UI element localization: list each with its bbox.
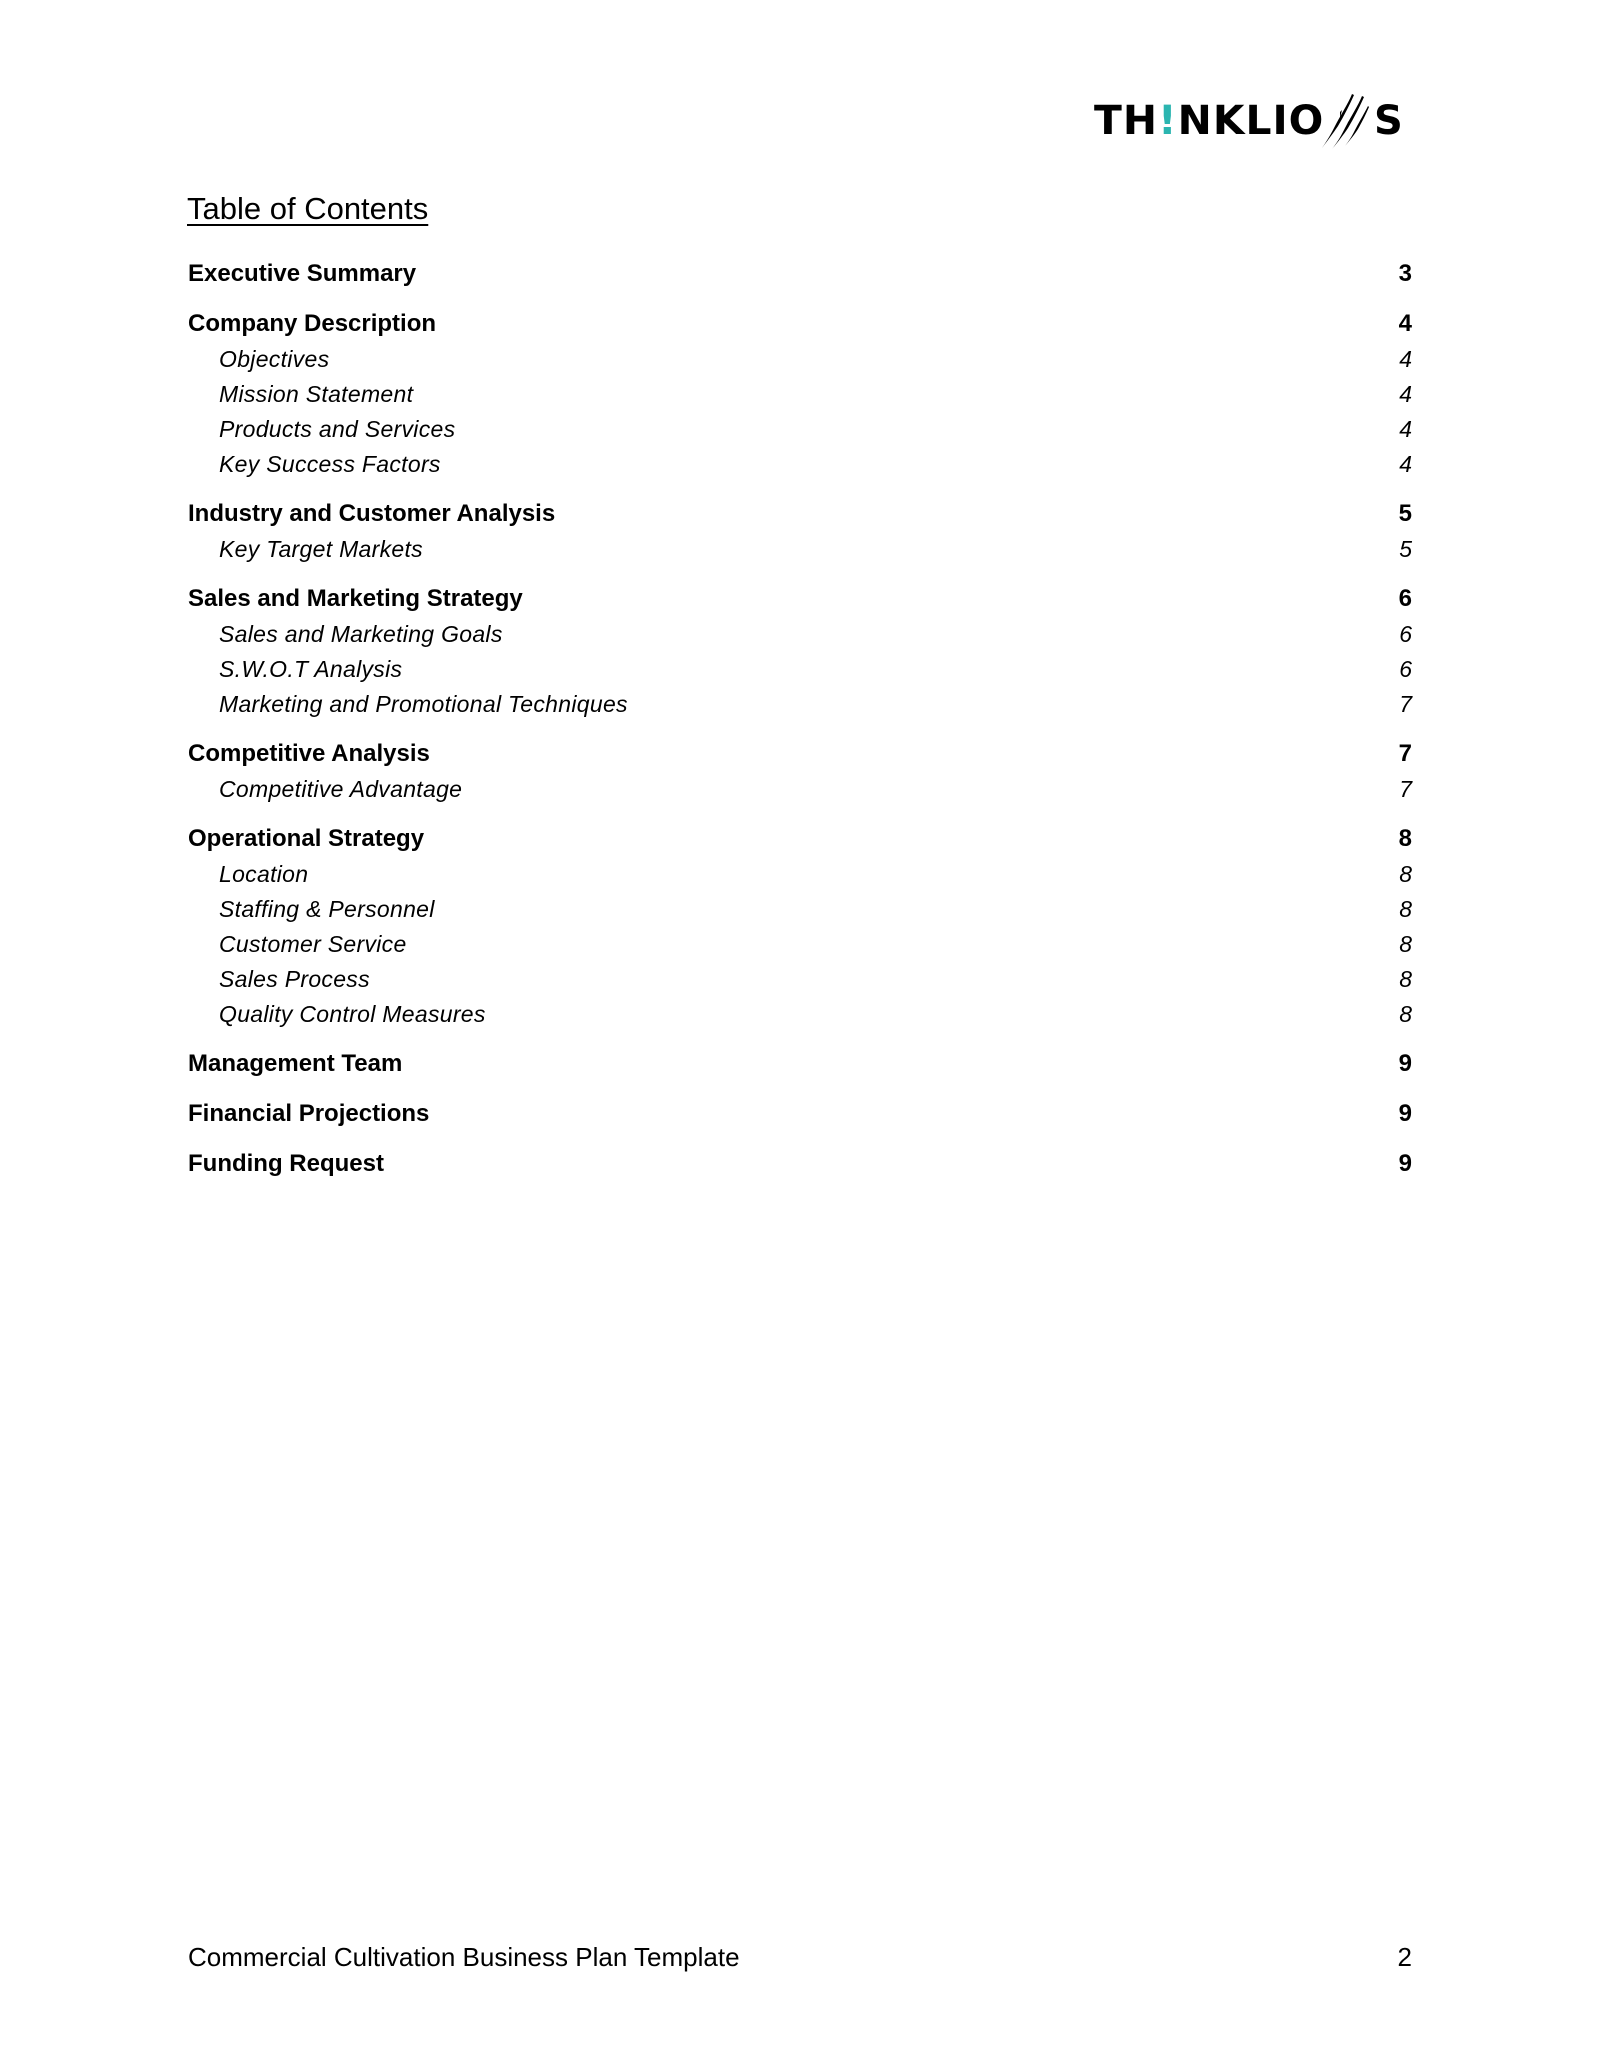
toc-entry[interactable] [188,824,1412,854]
toc-entry-page[interactable]: 5 [1399,536,1412,562]
toc-entry-label[interactable]: Industry and Customer Analysis [188,500,556,527]
toc-entry[interactable] [188,619,1412,649]
toc-entry-label[interactable]: Competitive Advantage [219,776,463,802]
toc-entry-page[interactable]: 8 [1399,966,1412,992]
toc-entry[interactable] [188,534,1412,564]
footer-page-number: 2 [1397,1942,1412,1972]
page-footer [188,1940,1412,1974]
toc-entry-page[interactable]: 8 [1399,861,1412,887]
toc-entry[interactable] [188,1099,1412,1129]
toc-entry-label[interactable]: Key Success Factors [219,451,441,477]
toc-entry-label[interactable]: Executive Summary [188,260,417,287]
footer-document-title: Commercial Cultivation Business Plan Template [188,1942,740,1972]
logo-suffix: S [1374,98,1403,144]
logo-mid: NKLIO [1177,98,1325,144]
toc-entry-page[interactable]: 3 [1398,260,1412,287]
toc-entry-label[interactable]: Sales Process [219,966,370,992]
toc-entry-page[interactable]: 5 [1398,500,1412,527]
toc-entry-label[interactable]: Key Target Markets [219,536,423,562]
toc-entry-page[interactable]: 6 [1398,585,1412,612]
toc-entry-label[interactable]: Financial Projections [188,1100,430,1127]
toc-title: Table of Contents [187,191,429,226]
toc-entry-label[interactable]: Management Team [188,1050,403,1077]
logo-wordmark [1094,98,1325,144]
toc-entry[interactable] [188,1049,1412,1079]
toc-entry[interactable] [188,1149,1412,1179]
toc-entry[interactable] [188,499,1412,529]
toc-entry-label[interactable]: Customer Service [219,931,407,957]
toc-entry-label[interactable]: Quality Control Measures [219,1001,486,1027]
toc-entry[interactable] [188,774,1412,804]
toc-entry-label[interactable]: Operational Strategy [188,825,425,852]
toc-entry[interactable] [188,414,1412,444]
toc-entry-page[interactable]: 4 [1399,381,1412,407]
toc-entry-label[interactable]: S.W.O.T Analysis [219,656,403,682]
toc-entry-page[interactable]: 8 [1399,896,1412,922]
toc-entry-label[interactable]: Objectives [219,346,330,372]
toc-entry-page[interactable]: 6 [1399,656,1412,682]
toc-entry-page[interactable]: 7 [1399,776,1412,802]
toc-entry-label[interactable]: Staffing & Personnel [219,896,435,922]
toc-entry[interactable] [188,859,1412,889]
toc-entry-page[interactable]: 4 [1398,310,1412,337]
toc-entry[interactable] [188,929,1412,959]
toc-entry[interactable] [188,964,1412,994]
toc-entry[interactable] [188,344,1412,374]
toc-entry-label[interactable]: Competitive Analysis [188,740,430,767]
toc-entry-page[interactable]: 8 [1399,931,1412,957]
toc-entry-page[interactable]: 4 [1399,451,1412,477]
toc-entry[interactable] [188,584,1412,614]
thinklions-logo [1094,92,1412,150]
toc-entry[interactable] [188,999,1412,1029]
toc-entry-page[interactable]: 6 [1399,621,1412,647]
toc-entry-page[interactable]: 7 [1398,740,1412,767]
toc-entry[interactable] [188,309,1412,339]
toc-entry[interactable] [188,259,1412,289]
toc-entry-page[interactable]: 8 [1398,825,1412,852]
toc-entry[interactable] [188,654,1412,684]
toc-entry-page[interactable]: 9 [1398,1150,1412,1177]
toc-entry[interactable] [188,689,1412,719]
toc-entry[interactable] [188,739,1412,769]
toc-entry-label[interactable]: Mission Statement [219,381,414,407]
toc-entry-page[interactable]: 4 [1399,346,1412,372]
toc-entry-page[interactable]: 7 [1399,691,1412,717]
claw-marks-icon [1318,92,1370,150]
toc-entry-label[interactable]: Location [219,861,309,887]
toc-entry-label[interactable]: Products and Services [219,416,456,442]
toc-entry[interactable] [188,449,1412,479]
toc-entry-label[interactable]: Funding Request [188,1150,384,1177]
toc-entry-page[interactable]: 8 [1399,1001,1412,1027]
toc-entry[interactable] [188,379,1412,409]
toc-entry-label[interactable]: Sales and Marketing Goals [219,621,503,647]
toc-entry-label[interactable]: Sales and Marketing Strategy [188,585,523,612]
toc-entry-page[interactable]: 4 [1399,416,1412,442]
toc-entry[interactable] [188,894,1412,924]
logo-prefix: TH [1094,98,1159,144]
toc-entry-page[interactable]: 9 [1398,1100,1412,1127]
logo-exclamation: ! [1158,98,1178,144]
toc-entry-label[interactable]: Marketing and Promotional Techniques [219,691,628,717]
toc-entry-page[interactable]: 9 [1398,1050,1412,1077]
toc-entry-label[interactable]: Company Description [188,310,437,337]
